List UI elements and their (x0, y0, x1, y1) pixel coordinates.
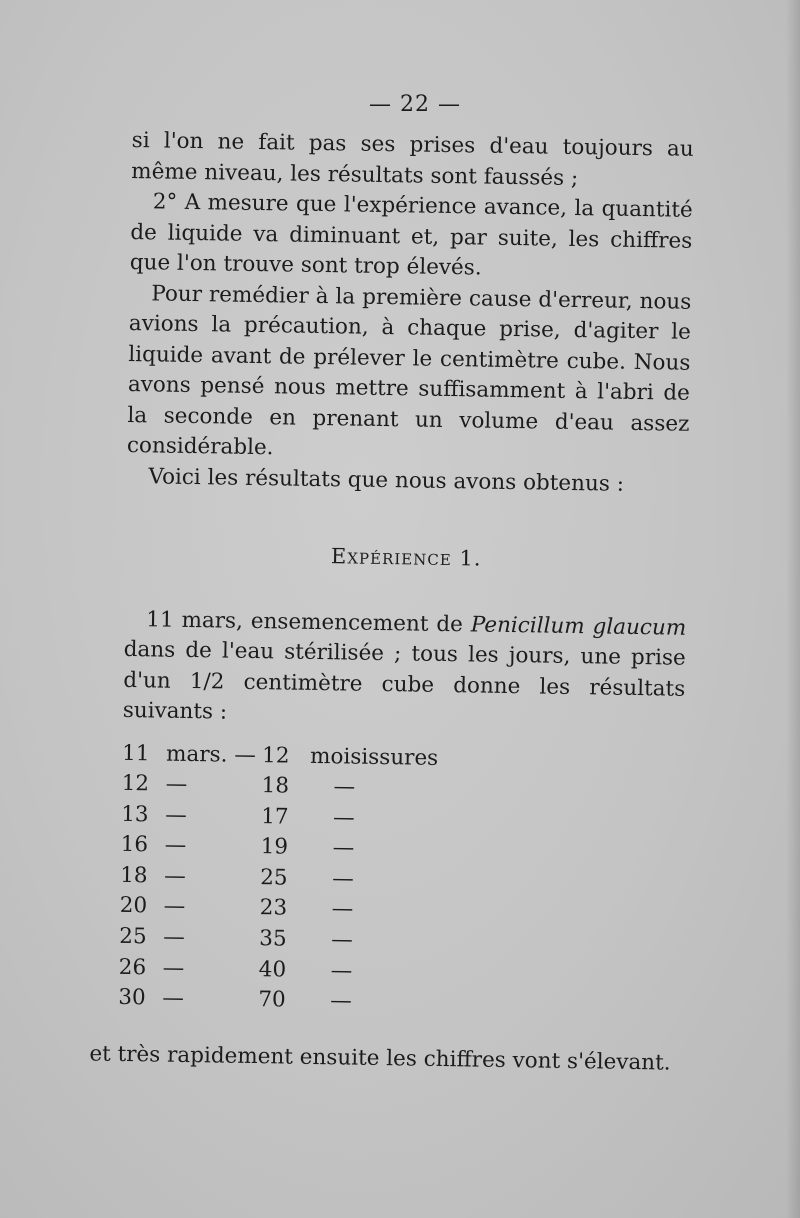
paragraph-results-intro: Voici les résultats que nous avons obtenus : (148, 463, 625, 497)
results-count: 35 (259, 926, 287, 952)
results-day: 30 (118, 985, 146, 1011)
experiment-heading: Expérience 1. (330, 544, 482, 571)
results-day: 11 (121, 740, 150, 766)
results-unit: — (333, 774, 356, 800)
results-dash: — (164, 832, 187, 859)
results-unit: — (331, 927, 353, 953)
results-day: 16 (120, 832, 149, 858)
results-count: 23 (259, 895, 288, 921)
results-month (166, 739, 262, 771)
results-dash: — (164, 863, 186, 889)
results-count: 12 (261, 742, 290, 769)
results-dash: — (234, 742, 257, 768)
results-dash: — (163, 924, 185, 950)
results-dash: — (162, 985, 184, 1012)
results-day: 13 (120, 801, 149, 828)
results-unit: — (332, 866, 354, 892)
closing-sentence: et très rapidement ensuite les chiffres vont s'élevant. (89, 1041, 671, 1076)
results-unit: — (332, 835, 355, 861)
results-day: 12 (121, 771, 150, 797)
results-day: 25 (119, 923, 147, 950)
results-month-label: mars. (165, 741, 228, 768)
results-unit: moisissures (309, 743, 439, 771)
results-count: 70 (258, 987, 286, 1013)
results-count: 40 (258, 956, 287, 983)
results-count: 19 (260, 834, 289, 860)
results-unit: — (332, 804, 355, 831)
experiment-intro-before: 11 mars, ensemencement de (146, 606, 472, 637)
results-day: 18 (120, 862, 148, 889)
results-count: 18 (261, 773, 290, 799)
results-dash: — (163, 894, 186, 920)
paragraph-second-point: 2° A mesure que l'expérience avance, la quantité de liquide va diminuant et, par suite, les chiffres que l'on trouve sont trop élevés. (129, 189, 693, 281)
paragraph-continuation: si l'on ne fait pas ses prises d'eau toujours au même niveau, les résultats sont faussés ; (131, 127, 694, 191)
results-day: 20 (119, 893, 148, 919)
results-day: 26 (118, 954, 147, 980)
page-number: — 22 — (369, 92, 461, 117)
page-edge-shadow (786, 0, 800, 1218)
results-unit: — (330, 988, 352, 1014)
results-dash: — (165, 771, 188, 798)
page-body (89, 126, 694, 1079)
results-dash: — (164, 802, 187, 828)
results-rows (118, 769, 684, 1023)
results-count: 25 (260, 864, 288, 891)
results-unit: — (331, 896, 354, 923)
results-dash: — (162, 955, 185, 981)
results-unit: — (330, 957, 353, 984)
results-count: 17 (260, 803, 289, 830)
experiment-intro-after: dans de l'eau stérilisée ; tous les jours, une prise d'un 1/2 centimètre cube donne les résultats suivants : (122, 636, 686, 725)
results-table (118, 738, 684, 1022)
experiment-intro (123, 604, 687, 735)
paragraph-remedy: Pour remédier à la première cause d'erreur, nous avions la précaution, à chaque prise, d'agiter le liquide avant de prélever le centimètre cube. Nous avons pensé nous mettre suffisamment à l'abri de la seconde en prenant un volume d'eau assez considérable. (126, 280, 692, 461)
species-name: Penicillum glaucum (470, 611, 687, 641)
